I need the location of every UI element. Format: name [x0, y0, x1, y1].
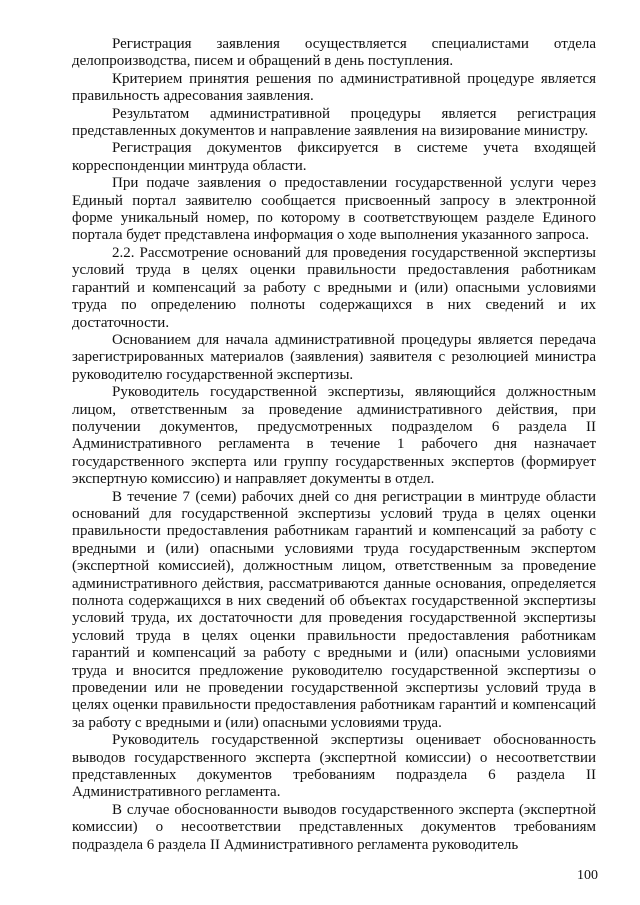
- paragraph: Критерием принятия решения по административной процедуре является правильность адресования заявления.: [72, 70, 596, 105]
- paragraph: Регистрация заявления осуществляется специалистами отдела делопроизводства, писем и обращений в день поступления.: [72, 36, 596, 70]
- paragraph: Результатом административной процедуры является регистрация представленных документов и направление заявления на визирование министру.: [72, 105, 596, 140]
- paragraph: При подаче заявления о предоставлении государственной услуги через Единый портал заявителю сообщается присвоенный запросу в электронной форме уникальный номер, по которому в соответствующем разделе Единого портала будет представлена информация о ходе выполнения указанного запроса.: [72, 175, 596, 244]
- paragraph: В случае обоснованности выводов государственного эксперта (экспертной комиссии) о несоответствии представленных документов требованиям подраздела 6 раздела II Административного регламента руководитель: [72, 801, 596, 853]
- paragraph: 2.2. Рассмотрение оснований для проведения государственной экспертизы условий труда в целях оценки правильности предоставления работникам гарантий и компенсаций за работу с вредными и (или) опасными условиями труда по определению полноты содержащихся в них сведений и их достаточности.: [72, 244, 596, 331]
- paragraph: Регистрация документов фиксируется в системе учета входящей корреспонденции минтруда области.: [72, 140, 596, 174]
- page-number: 100: [577, 868, 598, 883]
- paragraph: Руководитель государственной экспертизы, являющийся должностным лицом, ответственным за проведение административного действия, при получении документов, предусмотренных подразделом 6 раздела II Административного регламента в течение 1 рабочего дня назначает государственного эксперта или группу государственных экспертов (формирует экспертную комиссию) и направляет документы в отдел.: [72, 384, 596, 488]
- paragraph: Руководитель государственной экспертизы оценивает обоснованность выводов государственного эксперта (экспертной комиссии) о несоответствии представленных документов требованиям подраздела 6 раздела II Административного регламента.: [72, 732, 596, 801]
- paragraph: Основанием для начала административной процедуры является передача зарегистрированных материалов (заявления) заявителя с резолюцией министра руководителю государственной экспертизы.: [72, 331, 596, 383]
- paragraph: В течение 7 (семи) рабочих дней со дня регистрации в минтруде области оснований для государственной экспертизы условий труда в целях оценки правильности предоставления работникам гарантий и компенсаций за работу с вредными и (или) опасными условиями труда государственным экспертом (экспертной комиссией), должностным лицом, ответственным за проведение административного действия, рассматриваются данные основания, определяется полнота содержащихся в них сведений об объектах государственной экспертизы условий труда, их достаточности для проведения государственной экспертизы условий труда в целях оценки правильности предоставления работникам гарантий и компенсаций за работу с вредными и (или) опасными условиями труда и вносится предложение руководителю государственной экспертизы о проведении или не проведении государственной экспертизы условий труда в целях оценки правильности предоставления работникам гарантий и компенсаций за работу с вредными и (или) опасными условиями труда.: [72, 488, 596, 731]
- document-body: [72, 36, 596, 854]
